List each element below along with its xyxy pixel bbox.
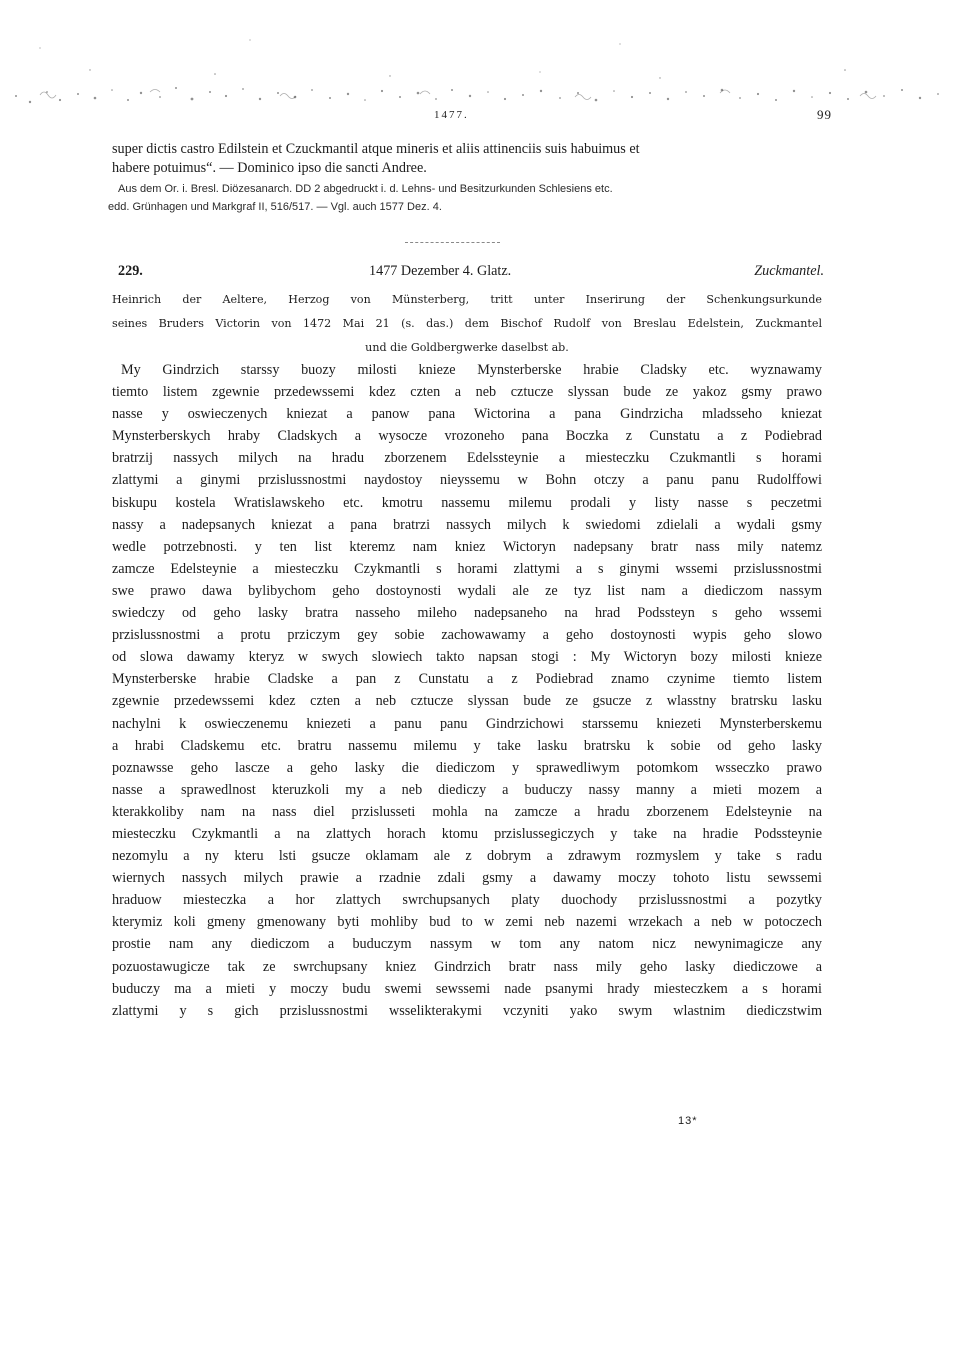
body-line: hraduow miesteczka a hor zlattych swrchupsanych platy duochody przislussnostmi a pozytky <box>112 892 822 909</box>
continuation-line: super dictis castro Edilstein et Czuckmantil atque mineris et aliis attinenciis suis habuimus et <box>112 141 640 157</box>
body-line: swe prawo dawa bylibychom geho dostoynosti wydali ale ze tyz list nam a diediczom nassym <box>112 582 822 599</box>
running-header <box>112 105 832 125</box>
body-line: Mynsterberske hrabie Cladske a pan z Cunstatu a z Podiebrad znamo czynime tiemto listem <box>112 671 822 688</box>
page-number: 99 <box>817 107 832 122</box>
continuation-line: habere potuimus“. — Dominico ipso die sancti Andree. <box>112 160 427 176</box>
source-note <box>108 180 820 216</box>
body-line: swiedczy od geho lasky bratra nasseho mileho nadepsaneho na hrad Podssteyn s geho wssemi <box>112 605 822 622</box>
header-year: 1477. <box>434 109 469 121</box>
body-line: nasse y oswieczenych kniezat a panow pana Wictorina a pana Gindrzicha mladsseho kniezat <box>112 406 822 423</box>
body-line: nachylni k oswieczenemu kniezeti a panu panu Gindrzichowi starssemu kniezeti Mynsterberskemu <box>112 715 822 732</box>
section-divider <box>405 242 500 243</box>
body-line: nasse a sprawedlnost kteruzkoli my a neb diediczy a buduczy nassy manny a mieti mozem a <box>112 781 822 798</box>
body-line: Mynsterberskych hraby Cladskych a wysocze vrozoneho pana Boczka z Cunstatu a z Podiebrad <box>112 428 822 445</box>
body-line: miesteczku Czykmantli a na zlattych horach ktomu przislussegiczych y take na hradie Podssteynie <box>112 825 822 842</box>
body-line: pozuostawugicze tak ze swrchupsany kniez Gindrzich bratr nass mily geho lasky diediczowe a <box>112 958 822 975</box>
source-note-line: Aus dem Or. i. Bresl. Diözesanarch. DD 2 abgedruckt i. d. Lehns- und Besitzurkunden Schlesiens etc. <box>118 183 613 195</box>
signature-mark: 13* <box>678 1115 698 1127</box>
body-line: biskupu kostela Wratislawskeho etc. kmotru nassemu milemu prodali y listy nasse s peczetmi <box>112 494 822 511</box>
body-line: poznawsse geho lascze a geho lasky die diediczom y sprawedliwym potomkom wsseczko prawo <box>112 759 822 776</box>
body-line: zgewnie przedewssemi kdez czten a neb cztucze slyssan bude ze gsucze z wlasstny bratrsku lasku <box>112 693 822 710</box>
summary-line: und die Goldbergwerke daselbst ab. <box>365 341 569 354</box>
body-line: a hrabi Cladskemu etc. bratru nassemu milemu y take lasku bratrsku k sobie od geho lasky <box>112 737 822 754</box>
document-summary <box>112 288 822 360</box>
body-line: kterymiz koli gmeny gmenowany byti mohliby bud to w zemi neb nazemi wrzekach a neb w potoczech <box>112 914 822 931</box>
body-line: przislussnostmi a protu prziczym gey sobie zachowawamy a geho dostoynosti wypis geho slowo <box>112 627 822 644</box>
body-line: zlattymi a ginymi przislussnostmi naydostoy nieyssemu w Bohn otczy a panu panu Rudolffowi <box>112 472 822 489</box>
scan-speckle-noise <box>0 0 960 115</box>
document-heading <box>112 263 824 285</box>
document-date: 1477 Dezember 4. Glatz. <box>369 263 512 279</box>
body-line: buduczy ma a mieti y moczy budu swemi sewssemi nade psanymi hrady miesteczkem a s horami <box>112 980 822 997</box>
body-line: My Gindrzich starssy buozy milosti knieze Mynsterberske hrabie Cladsky etc. wyznawamy <box>121 362 822 378</box>
body-line: zamcze Edelsteynie a miesteczku Czykmantli s horami zlattymi a s ginymi wssemi przislussnostmi <box>112 560 822 577</box>
body-line: nassy a nadepsanych kniezat a pana bratrzi nassych milych k swiedomi zdielali a wydali gsmy <box>112 516 822 533</box>
document-number: 229. <box>118 263 143 279</box>
body-line: prostie nam any diediczom a buduczym nassym w tom any natom nicz newynimagicze any <box>112 936 822 953</box>
body-line: wedle potrzebnosti. y ten list kteremz nam kniez Wictoryn nadepsany bratr nass mily natemz <box>112 538 822 555</box>
continuation-text <box>112 140 820 178</box>
document-place: Zuckmantel. <box>754 263 824 279</box>
summary-line: seines Bruders Victorin von 1472 Mai 21 (s. das.) dem Bischof Rudolf von Breslau Edelstein, Zuckmantel <box>112 317 822 330</box>
body-line: tiemto listem zgewnie przedewssemi kdez czten a neb cztucze slyssan bude ze yakoz gsmy prawo <box>112 384 822 401</box>
body-line: kterakkoliby nam na nass diel przislusseti mohla na zamcze a hradu zborzenem Edelsteynie na <box>112 803 822 820</box>
body-line: bratrzij nassych milych na hradu zborzenem Edelssteynie a miesteczku Czukmantli s horami <box>112 450 822 467</box>
body-line: nezomylu a ny kteru lsti gsucze oklamam ale z dobrym a zdrawym rozmyslem y take s radu <box>112 848 822 865</box>
source-note-line: edd. Grünhagen und Markgraf II, 516/517. — Vgl. auch 1577 Dez. 4. <box>108 201 442 213</box>
body-line: zlattymi y s gich przislussnostmi wsselikterakymi vczyniti yako swym wlastnim diediczstwim <box>112 1002 822 1019</box>
document-body <box>112 359 822 1022</box>
body-line: wiernych nassych milych prawie a rzadnie zdali gsmy a dawamy moczy tohoto listu sewssemi <box>112 870 822 887</box>
body-line: od slowa dawamy kteryz w swych slowiech takto napsan stogi : My Wictoryn bozy milosti knieze <box>112 649 822 666</box>
summary-line: Heinrich der Aeltere, Herzog von Münsterberg, tritt unter Inserirung der Schenkungsurkunde <box>112 293 822 306</box>
